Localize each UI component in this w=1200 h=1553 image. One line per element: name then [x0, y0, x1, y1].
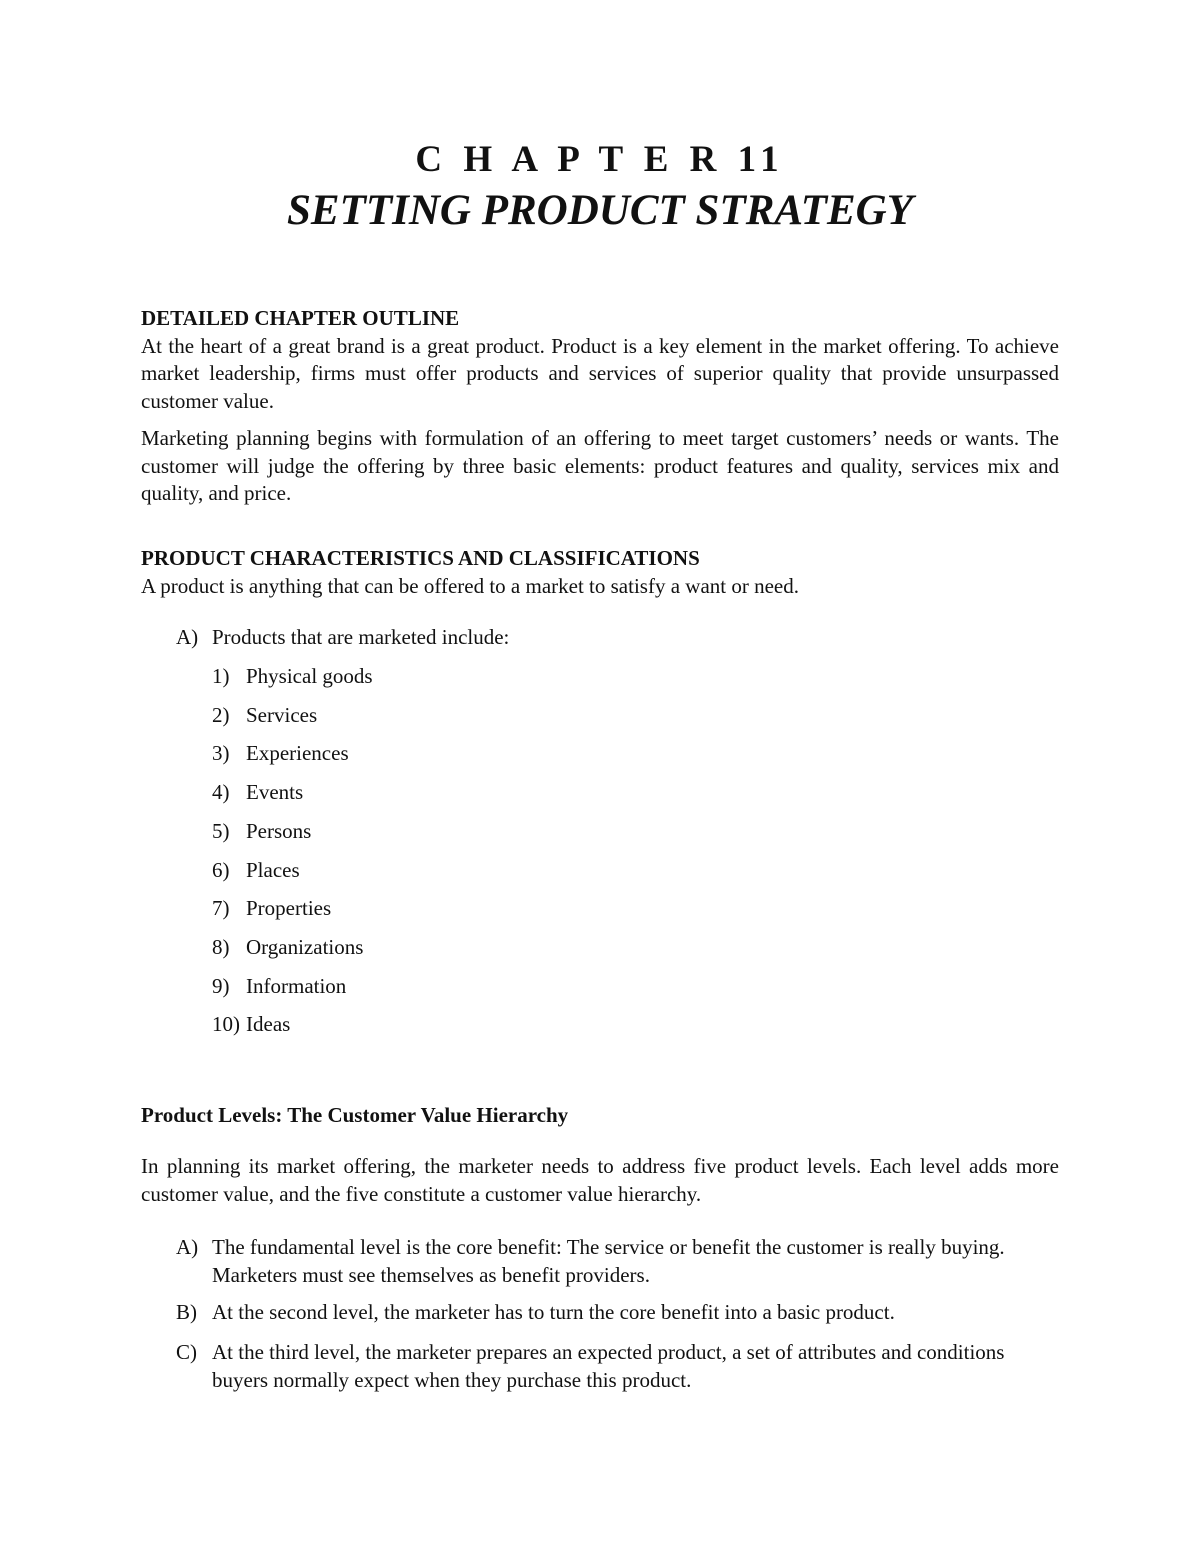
list-item-text: At the third level, the marketer prepares an expected product, a set of attributes and conditions buyers normally expect when they purchase this product. — [212, 1340, 1005, 1392]
list-item-text: Products that are marketed include: — [212, 625, 510, 649]
outline-section — [141, 305, 1059, 415]
list-item-text: Information — [246, 973, 347, 998]
list-marker: A) — [176, 1235, 199, 1259]
levels-intro: In planning its market offering, the marketer needs to address five product levels. Each level adds more customer value, and the five constitute a customer value hierarchy. — [141, 1154, 1059, 1206]
list-item-text: The fundamental level is the core benefit: The service or benefit the customer is really buying. Marketers must see themselves as benefit providers. — [212, 1235, 1005, 1287]
list-marker: 1) — [212, 664, 230, 688]
list-item-text: Events — [246, 780, 304, 805]
outline-heading: DETAILED CHAPTER OUTLINE — [141, 306, 460, 330]
list-item-text: Ideas — [246, 1012, 291, 1037]
chapter-number: C H A P T E R 11 — [415, 139, 785, 180]
list-marker: A) — [176, 625, 199, 649]
list-item-text: Organizations — [246, 934, 364, 959]
list-marker: 8) — [212, 934, 230, 959]
list-marker: 3) — [212, 741, 230, 766]
list-marker: 6) — [212, 857, 230, 882]
outline-paragraph-1: At the heart of a great brand is a great product. Product is a key element in the market offering. To achieve market leadership, firms must offer products and services of superior quality that provide unsurpassed customer value. — [141, 333, 1059, 413]
outline-paragraph-2: Marketing planning begins with formulation of an offering to meet target customers’ needs or wants. The customer will judge the offering by three basic elements: product features and quality, services mix and quality, and price. — [141, 426, 1059, 505]
chapter-title: SETTING PRODUCT STRATEGY — [287, 187, 913, 234]
list-marker: B) — [176, 1300, 197, 1324]
list-marker: C) — [176, 1340, 197, 1364]
list-item-text: Physical goods — [246, 664, 373, 688]
list-marker: 4) — [212, 780, 230, 805]
levels-intro-block — [141, 1153, 1059, 1208]
outline-paragraph-2-block — [141, 425, 1059, 508]
list-marker: 7) — [212, 896, 230, 921]
list-marker: 9) — [212, 973, 230, 998]
levels-heading: Product Levels: The Customer Value Hierarchy — [141, 1103, 569, 1127]
characteristics-intro: A product is anything that can be offered to a market to satisfy a want or need. — [141, 573, 799, 598]
characteristics-heading: PRODUCT CHARACTERISTICS AND CLASSIFICATIONS — [141, 546, 700, 570]
list-marker: 5) — [212, 818, 230, 843]
characteristics-section — [141, 545, 1059, 600]
list-item-text: At the second level, the marketer has to turn the core benefit into a basic product. — [212, 1300, 895, 1324]
list-marker: 10) — [212, 1012, 240, 1037]
levels-heading-block — [141, 1102, 1059, 1130]
list-item-text: Services — [246, 702, 318, 727]
list-item-text: Places — [246, 857, 300, 882]
list-item-text: Persons — [246, 818, 312, 843]
list-item-text: Properties — [246, 896, 332, 921]
list-marker: 2) — [212, 702, 230, 727]
list-item-text: Experiences — [246, 741, 349, 766]
